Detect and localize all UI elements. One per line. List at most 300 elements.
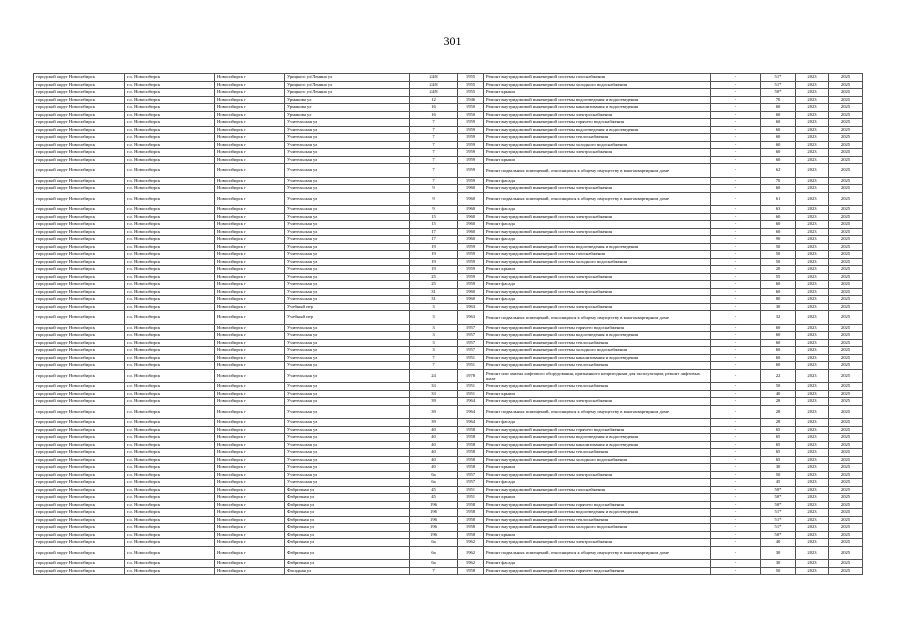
- district-cell: г.о. Новосибирск: [125, 141, 215, 149]
- work-type-cell: Ремонт внутридомовой инженерной системы горячего водоснабжения: [484, 501, 711, 509]
- end-year-cell: 2025: [829, 156, 863, 164]
- district-cell: г.о. Новосибирск: [125, 347, 215, 355]
- wear-percent-cell: 60: [761, 149, 796, 157]
- wear-percent-cell: 51*: [761, 81, 796, 89]
- street-cell: Учительская ул: [285, 228, 410, 236]
- year-cell: 1950: [458, 104, 484, 112]
- table-row: [34, 258, 863, 266]
- year-cell: 1957: [458, 471, 484, 479]
- work-type-cell: Ремонт внутридомовой инженерной системы теплоснабжения: [484, 383, 711, 391]
- wear-percent-cell: 50: [761, 243, 796, 251]
- street-cell: Учительская ул: [285, 419, 410, 427]
- start-year-cell: 2023: [796, 405, 829, 419]
- city-cell: Новосибирск г: [215, 281, 285, 289]
- table-row: [34, 494, 863, 502]
- limit-cell: -: [711, 177, 761, 185]
- municipality-cell: городской округ Новосибирск: [34, 74, 125, 82]
- table-row: [34, 390, 863, 398]
- district-cell: г.о. Новосибирск: [125, 288, 215, 296]
- house-number-cell: 15: [410, 221, 458, 229]
- municipality-cell: городской округ Новосибирск: [34, 228, 125, 236]
- city-cell: Новосибирск г: [215, 494, 285, 502]
- start-year-cell: 2023: [796, 332, 829, 340]
- house-number-cell: 45: [410, 486, 458, 494]
- wear-percent-cell: 60: [761, 141, 796, 149]
- end-year-cell: 2025: [829, 324, 863, 332]
- city-cell: Новосибирск г: [215, 539, 285, 547]
- house-number-cell: 40: [410, 441, 458, 449]
- work-type-cell: Ремонт внутридомовой инженерной системы горячего водоснабжения: [484, 324, 711, 332]
- limit-cell: -: [711, 164, 761, 178]
- city-cell: Новосибирск г: [215, 221, 285, 229]
- city-cell: Новосибирск г: [215, 273, 285, 281]
- limit-cell: -: [711, 149, 761, 157]
- start-year-cell: 2023: [796, 288, 829, 296]
- limit-cell: -: [711, 419, 761, 427]
- wear-percent-cell: 60: [761, 347, 796, 355]
- limit-cell: -: [711, 89, 761, 97]
- municipality-cell: городской округ Новосибирск: [34, 516, 125, 524]
- year-cell: 1959: [458, 177, 484, 185]
- city-cell: Новосибирск г: [215, 134, 285, 142]
- end-year-cell: 2025: [829, 228, 863, 236]
- city-cell: Новосибирск г: [215, 81, 285, 89]
- district-cell: г.о. Новосибирск: [125, 228, 215, 236]
- start-year-cell: 2023: [796, 383, 829, 391]
- wear-percent-cell: 60: [761, 228, 796, 236]
- district-cell: г.о. Новосибирск: [125, 273, 215, 281]
- district-cell: г.о. Новосибирск: [125, 104, 215, 112]
- work-type-cell: Ремонт крыши: [484, 464, 711, 472]
- wear-percent-cell: 50*: [761, 531, 796, 539]
- start-year-cell: 2023: [796, 177, 829, 185]
- work-type-cell: Ремонт внутридомовой инженерной системы электроснабжения: [484, 111, 711, 119]
- end-year-cell: 2025: [829, 531, 863, 539]
- municipality-cell: городской округ Новосибирск: [34, 104, 125, 112]
- limit-cell: -: [711, 213, 761, 221]
- wear-percent-cell: 60: [761, 288, 796, 296]
- end-year-cell: 2025: [829, 464, 863, 472]
- table-row: [34, 516, 863, 524]
- city-cell: Новосибирск г: [215, 104, 285, 112]
- municipality-cell: городской округ Новосибирск: [34, 486, 125, 494]
- year-cell: 1959: [458, 266, 484, 274]
- table-row: [34, 111, 863, 119]
- limit-cell: -: [711, 509, 761, 517]
- year-cell: 1959: [458, 258, 484, 266]
- district-cell: г.о. Новосибирск: [125, 362, 215, 370]
- year-cell: 1960: [458, 228, 484, 236]
- city-cell: Новосибирск г: [215, 258, 285, 266]
- city-cell: Новосибирск г: [215, 156, 285, 164]
- start-year-cell: 2023: [796, 369, 829, 383]
- start-year-cell: 2023: [796, 119, 829, 127]
- city-cell: Новосибирск г: [215, 354, 285, 362]
- city-cell: Новосибирск г: [215, 486, 285, 494]
- house-number-cell: 17: [410, 228, 458, 236]
- house-number-cell: 40: [410, 434, 458, 442]
- end-year-cell: 2025: [829, 311, 863, 325]
- house-number-cell: 33: [410, 383, 458, 391]
- table-row: [34, 546, 863, 560]
- house-number-cell: 7: [410, 126, 458, 134]
- limit-cell: -: [711, 126, 761, 134]
- table-row: [34, 177, 863, 185]
- limit-cell: -: [711, 339, 761, 347]
- house-number-cell: 196: [410, 501, 458, 509]
- district-cell: г.о. Новосибирск: [125, 464, 215, 472]
- wear-percent-cell: 60: [761, 221, 796, 229]
- work-type-cell: Ремонт внутридомовой инженерной системы электроснабжения: [484, 288, 711, 296]
- city-cell: Новосибирск г: [215, 96, 285, 104]
- street-cell: Учительская ул: [285, 273, 410, 281]
- wear-percent-cell: 50: [761, 471, 796, 479]
- limit-cell: -: [711, 531, 761, 539]
- street-cell: Урицкого ул/Ленина ул: [285, 81, 410, 89]
- house-number-cell: 24: [410, 369, 458, 383]
- table-row: [34, 398, 863, 406]
- district-cell: г.о. Новосибирск: [125, 206, 215, 214]
- table-row: [34, 192, 863, 206]
- house-number-cell: 40: [410, 464, 458, 472]
- year-cell: 1958: [458, 524, 484, 532]
- year-cell: 1960: [458, 185, 484, 193]
- work-type-cell: Ремонт внутридомовой инженерной системы электроснабжения: [484, 228, 711, 236]
- limit-cell: -: [711, 426, 761, 434]
- street-cell: Учительская ул: [285, 332, 410, 340]
- municipality-cell: городской округ Новосибирск: [34, 546, 125, 560]
- wear-percent-cell: 60: [761, 362, 796, 370]
- wear-percent-cell: 51*: [761, 524, 796, 532]
- work-type-cell: Ремонт внутридомовой инженерной системы холодного водоснабжения: [484, 347, 711, 355]
- end-year-cell: 2025: [829, 516, 863, 524]
- street-cell: Учительская ул: [285, 141, 410, 149]
- work-type-cell: Ремонт фасада: [484, 206, 711, 214]
- municipality-cell: городской округ Новосибирск: [34, 296, 125, 304]
- end-year-cell: 2025: [829, 281, 863, 289]
- district-cell: г.о. Новосибирск: [125, 449, 215, 457]
- city-cell: Новосибирск г: [215, 324, 285, 332]
- end-year-cell: 2025: [829, 111, 863, 119]
- start-year-cell: 2023: [796, 479, 829, 487]
- house-number-cell: 6а: [410, 471, 458, 479]
- district-cell: г.о. Новосибирск: [125, 456, 215, 464]
- start-year-cell: 2023: [796, 362, 829, 370]
- end-year-cell: 2025: [829, 251, 863, 259]
- city-cell: Новосибирск г: [215, 119, 285, 127]
- year-cell: 1959: [458, 126, 484, 134]
- street-cell: Фабричная ул: [285, 486, 410, 494]
- limit-cell: -: [711, 134, 761, 142]
- municipality-cell: городской округ Новосибирск: [34, 567, 125, 575]
- end-year-cell: 2025: [829, 434, 863, 442]
- end-year-cell: 2025: [829, 567, 863, 575]
- street-cell: Учительская ул: [285, 479, 410, 487]
- start-year-cell: 2023: [796, 509, 829, 517]
- work-type-cell: Ремонт внутридомовой инженерной системы холодного водоснабжения: [484, 81, 711, 89]
- work-type-cell: Ремонт подвальных помещений, относящихся к общему имуществу в многоквартирном доме: [484, 311, 711, 325]
- limit-cell: -: [711, 332, 761, 340]
- year-cell: 1958: [458, 567, 484, 575]
- house-number-cell: 7: [410, 156, 458, 164]
- works-table-container: [33, 73, 862, 575]
- municipality-cell: городской округ Новосибирск: [34, 390, 125, 398]
- table-row: [34, 449, 863, 457]
- district-cell: г.о. Новосибирск: [125, 134, 215, 142]
- year-cell: 1958: [458, 434, 484, 442]
- table-row: [34, 369, 863, 383]
- start-year-cell: 2023: [796, 213, 829, 221]
- street-cell: Учительская ул: [285, 185, 410, 193]
- table-row: [34, 362, 863, 370]
- year-cell: 1960: [458, 236, 484, 244]
- house-number-cell: 3: [410, 332, 458, 340]
- end-year-cell: 2025: [829, 221, 863, 229]
- district-cell: г.о. Новосибирск: [125, 149, 215, 157]
- work-type-cell: Ремонт крыши: [484, 89, 711, 97]
- street-cell: Учительская ул: [285, 251, 410, 259]
- work-type-cell: Ремонт внутридомовой инженерной системы теплоснабжения: [484, 362, 711, 370]
- year-cell: 1959: [458, 251, 484, 259]
- municipality-cell: городской округ Новосибирск: [34, 539, 125, 547]
- end-year-cell: 2025: [829, 501, 863, 509]
- end-year-cell: 2025: [829, 456, 863, 464]
- street-cell: Фабричная ул: [285, 494, 410, 502]
- street-cell: Фабричная ул: [285, 501, 410, 509]
- table-row: [34, 332, 863, 340]
- municipality-cell: городской округ Новосибирск: [34, 81, 125, 89]
- year-cell: 1978: [458, 369, 484, 383]
- limit-cell: -: [711, 206, 761, 214]
- city-cell: Новосибирск г: [215, 111, 285, 119]
- wear-percent-cell: 60: [761, 213, 796, 221]
- district-cell: г.о. Новосибирск: [125, 546, 215, 560]
- city-cell: Новосибирск г: [215, 441, 285, 449]
- house-number-cell: 17: [410, 236, 458, 244]
- start-year-cell: 2023: [796, 156, 829, 164]
- wear-percent-cell: 60: [761, 134, 796, 142]
- limit-cell: -: [711, 236, 761, 244]
- house-number-cell: 3: [410, 339, 458, 347]
- street-cell: Учительская ул: [285, 149, 410, 157]
- limit-cell: -: [711, 362, 761, 370]
- street-cell: Учебный пер: [285, 303, 410, 311]
- year-cell: 1955: [458, 81, 484, 89]
- end-year-cell: 2025: [829, 273, 863, 281]
- municipality-cell: городской округ Новосибирск: [34, 126, 125, 134]
- start-year-cell: 2023: [796, 206, 829, 214]
- end-year-cell: 2025: [829, 390, 863, 398]
- start-year-cell: 2023: [796, 426, 829, 434]
- work-type-cell: Ремонт внутридомовой инженерной системы канализования и водоотведения: [484, 354, 711, 362]
- limit-cell: -: [711, 296, 761, 304]
- year-cell: 1958: [458, 516, 484, 524]
- house-number-cell: 31: [410, 288, 458, 296]
- house-number-cell: 40: [410, 449, 458, 457]
- work-type-cell: Ремонт фасада: [484, 419, 711, 427]
- year-cell: 1957: [458, 332, 484, 340]
- start-year-cell: 2023: [796, 296, 829, 304]
- work-type-cell: Ремонт внутридомовой инженерной системы холодного водоснабжения: [484, 141, 711, 149]
- city-cell: Новосибирск г: [215, 369, 285, 383]
- work-type-cell: Ремонт внутридомовой инженерной системы теплоснабжения: [484, 516, 711, 524]
- limit-cell: -: [711, 281, 761, 289]
- house-number-cell: 196: [410, 516, 458, 524]
- house-number-cell: 24/8: [410, 89, 458, 97]
- limit-cell: -: [711, 74, 761, 82]
- wear-percent-cell: 60: [761, 104, 796, 112]
- table-row: [34, 405, 863, 419]
- year-cell: 1959: [458, 119, 484, 127]
- street-cell: Урицкого ул/Ленина ул: [285, 89, 410, 97]
- wear-percent-cell: 60: [761, 324, 796, 332]
- municipality-cell: городской округ Новосибирск: [34, 134, 125, 142]
- year-cell: 1951: [458, 390, 484, 398]
- limit-cell: -: [711, 273, 761, 281]
- end-year-cell: 2025: [829, 441, 863, 449]
- end-year-cell: 2025: [829, 449, 863, 457]
- house-number-cell: 45: [410, 494, 458, 502]
- wear-percent-cell: 22: [761, 369, 796, 383]
- work-type-cell: Ремонт внутридомовой инженерной системы холодного водоснабжения: [484, 258, 711, 266]
- start-year-cell: 2023: [796, 221, 829, 229]
- year-cell: 1959: [458, 273, 484, 281]
- work-type-cell: Ремонт внутридомовой инженерной системы электроснабжения: [484, 185, 711, 193]
- city-cell: Новосибирск г: [215, 531, 285, 539]
- municipality-cell: городской округ Новосибирск: [34, 383, 125, 391]
- table-row: [34, 273, 863, 281]
- wear-percent-cell: 50: [761, 567, 796, 575]
- year-cell: 1957: [458, 479, 484, 487]
- limit-cell: -: [711, 354, 761, 362]
- year-cell: 1951: [458, 383, 484, 391]
- start-year-cell: 2023: [796, 471, 829, 479]
- street-cell: Фасадная ул: [285, 567, 410, 575]
- municipality-cell: городской округ Новосибирск: [34, 324, 125, 332]
- city-cell: Новосибирск г: [215, 149, 285, 157]
- house-number-cell: 9: [410, 206, 458, 214]
- city-cell: Новосибирск г: [215, 434, 285, 442]
- year-cell: 1957: [458, 347, 484, 355]
- limit-cell: -: [711, 369, 761, 383]
- wear-percent-cell: 50*: [761, 89, 796, 97]
- start-year-cell: 2023: [796, 281, 829, 289]
- table-row: [34, 471, 863, 479]
- table-row: [34, 81, 863, 89]
- municipality-cell: городской округ Новосибирск: [34, 339, 125, 347]
- table-row: [34, 456, 863, 464]
- end-year-cell: 2025: [829, 524, 863, 532]
- house-number-cell: 7: [410, 134, 458, 142]
- wear-percent-cell: 50: [761, 383, 796, 391]
- page-number: 301: [443, 34, 462, 48]
- table-row: [34, 164, 863, 178]
- year-cell: 1959: [458, 149, 484, 157]
- limit-cell: -: [711, 516, 761, 524]
- table-row: [34, 501, 863, 509]
- house-number-cell: 24/8: [410, 74, 458, 82]
- start-year-cell: 2023: [796, 419, 829, 427]
- street-cell: Учительская ул: [285, 258, 410, 266]
- year-cell: 1950: [458, 111, 484, 119]
- table-row: [34, 288, 863, 296]
- limit-cell: -: [711, 464, 761, 472]
- district-cell: г.о. Новосибирск: [125, 119, 215, 127]
- wear-percent-cell: 63: [761, 206, 796, 214]
- municipality-cell: городской округ Новосибирск: [34, 258, 125, 266]
- municipality-cell: городской округ Новосибирск: [34, 426, 125, 434]
- street-cell: Учительская ул: [285, 471, 410, 479]
- limit-cell: -: [711, 119, 761, 127]
- city-cell: Новосибирск г: [215, 471, 285, 479]
- municipality-cell: городской округ Новосибирск: [34, 456, 125, 464]
- wear-percent-cell: 60: [761, 156, 796, 164]
- start-year-cell: 2023: [796, 251, 829, 259]
- municipality-cell: городской округ Новосибирск: [34, 164, 125, 178]
- year-cell: 1951: [458, 494, 484, 502]
- city-cell: Новосибирск г: [215, 311, 285, 325]
- work-type-cell: Ремонт внутридомовой инженерной системы горячего водоснабжения: [484, 567, 711, 575]
- work-type-cell: Ремонт подвальных помещений, относящихся к общему имуществу в многоквартирном доме: [484, 546, 711, 560]
- municipality-cell: городской округ Новосибирск: [34, 288, 125, 296]
- house-number-cell: 7: [410, 119, 458, 127]
- street-cell: Учительская ул: [285, 213, 410, 221]
- wear-percent-cell: 60: [761, 185, 796, 193]
- work-type-cell: Ремонт подвальных помещений, относящихся к общему имуществу в многоквартирном доме: [484, 405, 711, 419]
- limit-cell: -: [711, 185, 761, 193]
- city-cell: Новосибирск г: [215, 141, 285, 149]
- wear-percent-cell: 65: [761, 426, 796, 434]
- limit-cell: -: [711, 567, 761, 575]
- city-cell: Новосибирск г: [215, 449, 285, 457]
- start-year-cell: 2023: [796, 354, 829, 362]
- street-cell: Учительская ул: [285, 126, 410, 134]
- work-type-cell: Ремонт внутридомовой инженерной системы горячего водоснабжения: [484, 119, 711, 127]
- year-cell: 1959: [458, 141, 484, 149]
- limit-cell: -: [711, 524, 761, 532]
- year-cell: 1960: [458, 288, 484, 296]
- work-type-cell: Ремонт внутридомовой инженерной системы горячего водоснабжения: [484, 426, 711, 434]
- district-cell: г.о. Новосибирск: [125, 74, 215, 82]
- table-row: [34, 126, 863, 134]
- municipality-cell: городской округ Новосибирск: [34, 96, 125, 104]
- end-year-cell: 2025: [829, 243, 863, 251]
- limit-cell: -: [711, 441, 761, 449]
- table-row: [34, 266, 863, 274]
- end-year-cell: 2025: [829, 369, 863, 383]
- wear-percent-cell: 30: [761, 560, 796, 568]
- table-row: [34, 419, 863, 427]
- street-cell: Урманова ул: [285, 104, 410, 112]
- work-type-cell: Ремонт внутридомовой инженерной системы теплоснабжения: [484, 339, 711, 347]
- house-number-cell: 7: [410, 149, 458, 157]
- end-year-cell: 2025: [829, 213, 863, 221]
- limit-cell: -: [711, 324, 761, 332]
- start-year-cell: 2023: [796, 74, 829, 82]
- start-year-cell: 2023: [796, 164, 829, 178]
- street-cell: Учительская ул: [285, 288, 410, 296]
- street-cell: Фабричная ул: [285, 539, 410, 547]
- district-cell: г.о. Новосибирск: [125, 126, 215, 134]
- house-number-cell: 25: [410, 281, 458, 289]
- year-cell: 1959: [458, 164, 484, 178]
- district-cell: г.о. Новосибирск: [125, 524, 215, 532]
- work-type-cell: Ремонт внутридомовой инженерной системы водоотведения и водоотведения: [484, 126, 711, 134]
- start-year-cell: 2023: [796, 273, 829, 281]
- table-row: [34, 149, 863, 157]
- street-cell: Учительская ул: [285, 236, 410, 244]
- district-cell: г.о. Новосибирск: [125, 369, 215, 383]
